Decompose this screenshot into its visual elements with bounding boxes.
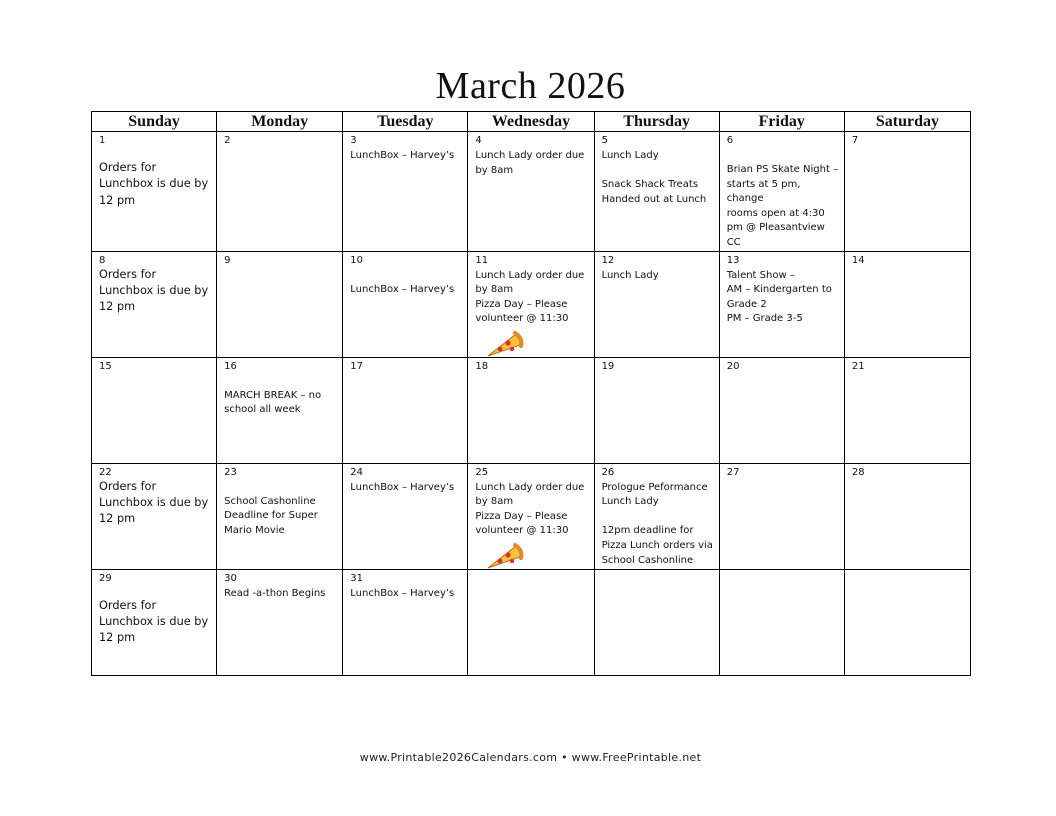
day-event: Lunch Lady Snack Shack Treats Handed out at Lunch [601,150,707,205]
weekday-monday: Monday [217,112,343,132]
day-cell-24 [343,463,468,569]
day-event: Lunch Lady order due by 8am [475,150,585,176]
day-cell-20 [719,357,844,463]
day-number: 5 [601,135,608,146]
day-number: 23 [224,466,237,478]
day-event: LunchBox – Harvey’s [350,150,455,161]
day-event: MARCH BREAK – no school all week [224,389,322,416]
day-number: 22 [99,466,112,478]
day-number: 13 [726,254,740,266]
day-number: 8 [99,254,106,266]
day-cell-15 [92,357,217,463]
day-number: 17 [350,360,364,372]
day-cell-3 [343,132,468,252]
day-event: Prologue Peformance Lunch Lady 12pm deadline for Pizza Lunch orders via School Cashonline [601,481,713,566]
day-number: 1 [99,135,106,146]
footer-credits: www.Printable2026Calendars.com • www.FreePrintable.net [359,751,702,764]
day-event: Read -a-thon Begins [224,587,326,599]
day-number: 15 [99,360,112,372]
day-event: School Cashonline Deadline for Super Mario Movie [224,495,318,536]
week-row [92,569,971,675]
weekday-sunday: Sunday [92,112,217,132]
pizza-slice-icon [486,331,524,357]
day-number: 3 [350,135,357,146]
week-row [92,463,971,569]
day-number: 28 [851,466,865,478]
day-event: Lunch Lady order due by 8am Pizza Day – Please volunteer @ 11:30 [475,481,585,537]
day-cell-13 [719,251,844,357]
weekday-saturday: Saturday [844,112,970,132]
day-number: 6 [726,135,734,146]
week-row [92,132,971,252]
day-event: Brian PS Skate Night – starts at 5 pm, change rooms open at 4:30 pm @ Pleasantview CC [726,164,839,248]
day-event: Lunch Lady order due by 8am Pizza Day – Please volunteer @ 11:30 [475,269,585,325]
day-cell-27 [719,463,844,569]
weekday-friday: Friday [719,112,844,132]
day-number: 24 [350,466,364,478]
day-number: 2 [224,135,231,146]
day-cell-29 [92,569,217,675]
day-cell-7 [844,132,970,252]
weekday-thursday: Thursday [594,112,719,132]
day-number: 30 [224,572,237,584]
day-cell-22 [92,463,217,569]
weekday-tuesday: Tuesday [343,112,468,132]
day-cell-23 [217,463,343,569]
week-row [92,251,971,357]
weekday-wednesday: Wednesday [468,112,594,132]
calendar-title: March 2026 [435,65,626,107]
day-cell-19 [594,357,719,463]
day-event: Orders for Lunchbox is due by 12 pm [99,267,209,314]
day-cell-6 [719,132,844,252]
day-cell-16 [217,357,343,463]
day-cell-1 [92,132,217,252]
pizza-slice-icon [486,543,524,569]
day-number: 31 [350,572,364,584]
day-number: 21 [851,360,865,372]
day-cell-21 [844,357,970,463]
day-cell-28 [844,463,970,569]
day-number: 19 [601,360,615,372]
day-number: 29 [99,572,112,584]
day-number: 7 [851,135,859,146]
weekday-header-row [92,112,971,132]
day-cell-4 [468,132,594,252]
day-cell-2 [217,132,343,252]
day-event: LunchBox – Harvey’s [350,587,455,599]
day-number: 26 [601,466,615,478]
day-cell-14 [844,251,970,357]
day-cell-10 [343,251,468,357]
day-number: 20 [726,360,740,372]
day-cell-30 [217,569,343,675]
day-event: Orders for Lunchbox is due by 12 pm [99,598,209,645]
day-event: Orders for Lunchbox is due by 12 pm [99,479,209,526]
day-number: 25 [475,466,489,478]
day-cell-25 [468,463,594,569]
day-number: 11 [475,254,489,266]
day-event: LunchBox – Harvey’s [350,283,455,295]
day-event: Lunch Lady [601,269,659,281]
week-row [92,357,971,463]
day-event: Orders for Lunchbox is due by 12 pm [99,161,209,207]
day-cell-empty [844,569,970,675]
day-number: 16 [224,360,237,372]
day-event: LunchBox – Harvey’s [350,481,455,493]
day-number: 4 [475,135,482,146]
day-number: 9 [224,254,231,266]
day-cell-8 [92,251,217,357]
day-cell-18 [468,357,594,463]
day-cell-empty [594,569,719,675]
day-cell-26 [594,463,719,569]
day-number: 14 [851,254,865,266]
day-cell-11 [468,251,594,357]
day-number: 12 [601,254,615,266]
day-number: 18 [475,360,489,372]
calendar-grid [91,111,971,676]
day-cell-12 [594,251,719,357]
day-cell-17 [343,357,468,463]
day-number: 27 [726,466,740,478]
day-number: 10 [350,254,364,266]
day-cell-empty [468,569,594,675]
day-cell-31 [343,569,468,675]
day-cell-9 [217,251,343,357]
day-cell-5 [594,132,719,252]
day-event: Talent Show – AM – Kindergarten to Grade 2 PM – Grade 3-5 [726,269,832,325]
day-cell-empty [719,569,844,675]
